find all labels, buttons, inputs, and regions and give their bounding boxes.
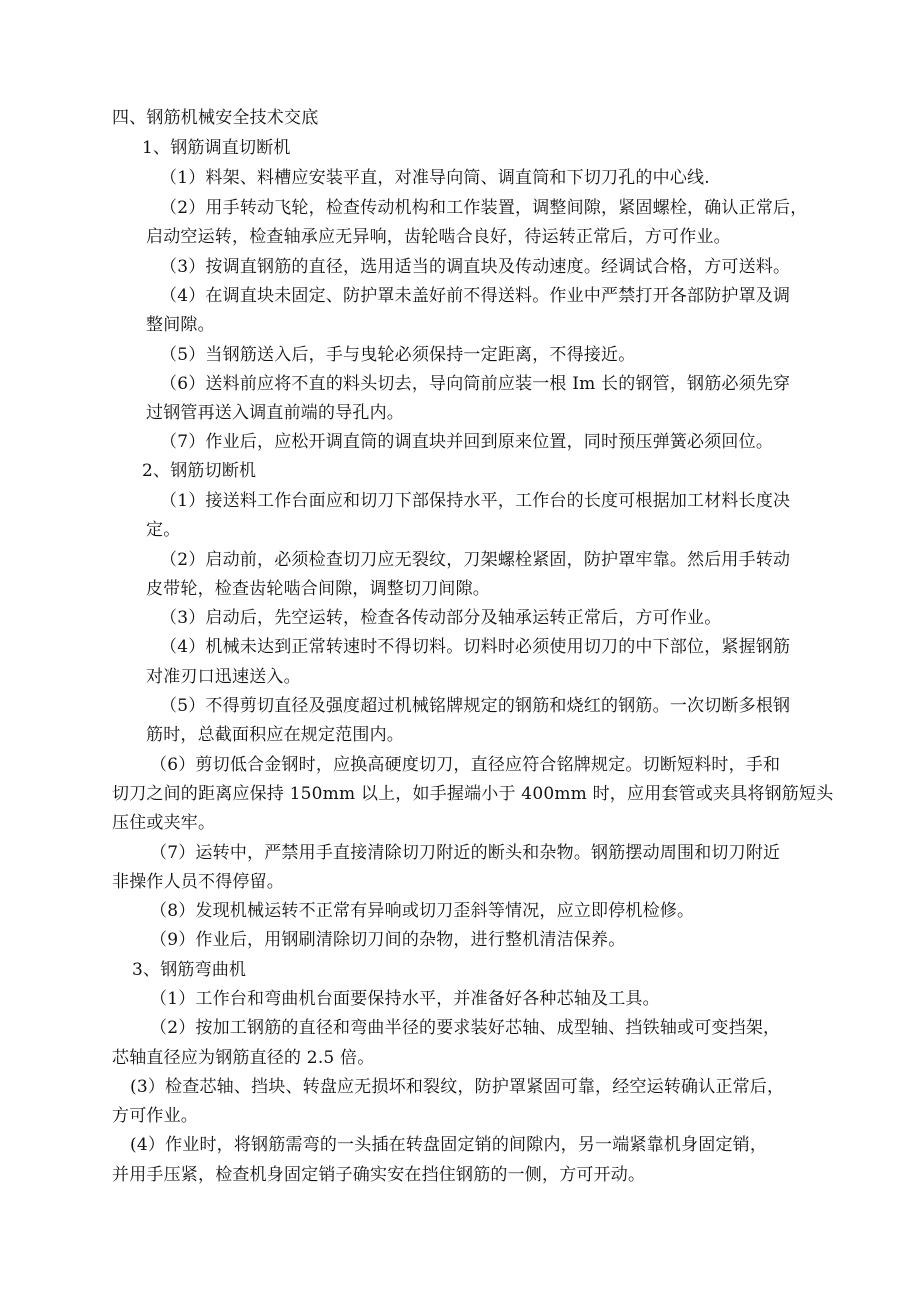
paragraph-line: 皮带轮，检查齿轮啮合间隙，调整切刀间隙。 <box>146 579 490 599</box>
paragraph-line: 过钢管再送入调直前端的导孔内。 <box>146 403 404 423</box>
paragraph-line: （1）接送料工作台面应和切刀下部保持水平，工作台的长度可根据加工材料长度决 <box>160 491 791 511</box>
paragraph-line: （2）按加工钢筋的直径和弯曲半径的要求装好芯轴、成型轴、挡铁轴或可变挡架， <box>150 1018 781 1038</box>
paragraph-line: （6）剪切低合金钢时，应换高硬度切刀，直径应符合铭牌规定。切断短料时，手和 <box>150 755 781 775</box>
paragraph-line: （3）启动后，先空运转，检查各传动部分及轴承运转正常后，方可作业。 <box>160 608 722 628</box>
paragraph-line: 方可作业。 <box>112 1106 198 1126</box>
paragraph-line: 压住或夹牢。 <box>112 813 216 833</box>
paragraph-line: (4）作业时，将钢筋需弯的一头插在转盘固定销的间隙内，另一端紧靠机身固定销， <box>130 1135 768 1155</box>
paragraph-line: 并用手压紧，检查机身固定销子确实安在挡住钢筋的一侧，方可开动。 <box>112 1165 646 1185</box>
subsection-heading-1: 1、钢筋调直切断机 <box>142 138 291 158</box>
paragraph-line: 筋时，总截面积应在规定范围内。 <box>146 725 404 745</box>
paragraph-line: （3）按调直钢筋的直径，选用适当的调直块及传动速度。经调试合格，方可送料。 <box>160 257 791 277</box>
paragraph-line: 定。 <box>146 520 181 540</box>
paragraph-line: （1）料架、料槽应安装平直，对准导向筒、调直筒和下切刀孔的中心线. <box>160 168 710 188</box>
paragraph-line: 启动空运转，检查轴承应无异响，齿轮啮合良好，待运转正常后，方可作业。 <box>146 227 731 247</box>
paragraph-line: （1）工作台和弯曲机台面要保持水平，并准备好各种芯轴及工具。 <box>150 989 660 1009</box>
paragraph-line: 整间隙。 <box>146 315 215 335</box>
paragraph-line: 芯轴直径应为钢筋直径的 2.5 倍。 <box>112 1048 375 1068</box>
paragraph-line: （8）发现机械运转不正常有异响或切刀歪斜等情况，应立即停机检修。 <box>150 901 695 921</box>
paragraph-line: （6）送料前应将不直的料头切去，导向筒前应装一根 Im 长的钢管，钢筋必须先穿 <box>160 374 791 394</box>
paragraph-line: （2）用手转动飞轮，检查传动机构和工作装置，调整间隙，紧固螺栓，确认正常后， <box>160 198 808 218</box>
paragraph-line: （5）不得剪切直径及强度超过机械铭牌规定的钢筋和烧红的钢筋。一次切断多根钢 <box>160 696 791 716</box>
paragraph-line: （5）当钢筋送入后，手与曳轮必须保持一定距离，不得接近。 <box>160 345 636 365</box>
paragraph-line: （7）作业后，应松开调直筒的调直块并回到原来位置，同时预压弹簧必须回位。 <box>160 432 774 452</box>
paragraph-line: （4）在调直块未固定、防护罩未盖好前不得送料。作业中严禁打开各部防护罩及调 <box>160 286 791 306</box>
paragraph-line: （9）作业后，用钢刷清除切刀间的杂物，进行整机清洁保养。 <box>150 930 626 950</box>
subsection-heading-3: 3、钢筋弯曲机 <box>132 960 247 980</box>
paragraph-line: 对准刃口迅速送入。 <box>146 667 301 687</box>
paragraph-line: （2）启动前，必须检查切刀应无裂纹，刀架螺栓紧固，防护罩牢靠。然后用手转动 <box>160 550 791 570</box>
paragraph-line: 非操作人员不得停留。 <box>112 872 284 892</box>
subsection-heading-2: 2、钢筋切断机 <box>142 461 257 481</box>
paragraph-line: 切刀之间的距离应保持 150mm 以上，如手握端小于 400mm 时，应用套管或夹具将钢筋短头 <box>112 784 834 804</box>
paragraph-line: （7）运转中，严禁用手直接清除切刀附近的断头和杂物。钢筋摆动周围和切刀附近 <box>150 843 781 863</box>
section-title: 四、钢筋机械安全技术交底 <box>112 108 319 128</box>
paragraph-line: (3）检查芯轴、挡块、转盘应无损坏和裂纹，防护罩紧固可靠，经空运转确认正常后， <box>130 1077 785 1097</box>
paragraph-line: （4）机械未达到正常转速时不得切料。切料时必须使用切刀的中下部位，紧握钢筋 <box>160 637 791 657</box>
